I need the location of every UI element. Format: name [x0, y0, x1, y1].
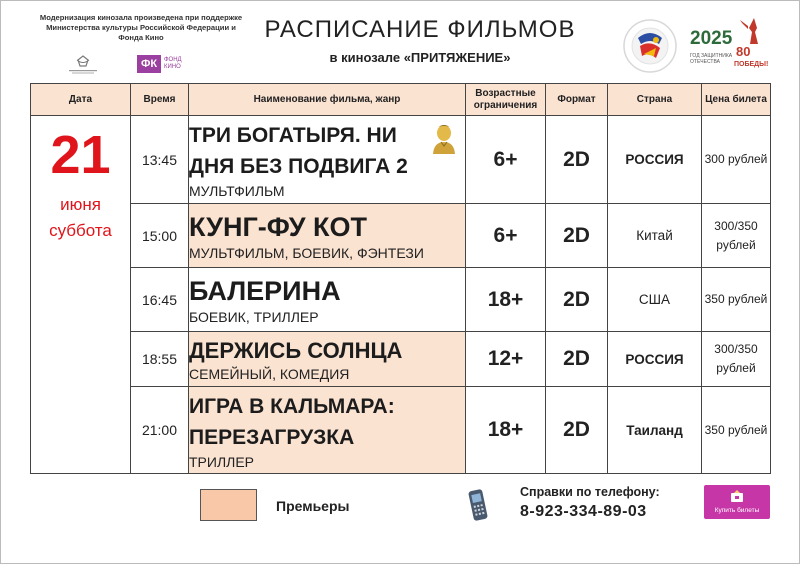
victory-80-number: 80 [736, 44, 751, 59]
premiere-legend-swatch [200, 489, 257, 521]
premiere-legend-label: Премьеры [276, 498, 350, 514]
film-genre: БОЕВИК, ТРИЛЛЕР [189, 309, 319, 325]
film-format: 2D [546, 332, 608, 387]
film-country: РОССИЯ [608, 332, 702, 387]
age-rating: 6+ [466, 116, 546, 204]
table-row [31, 387, 771, 474]
column-header-format: Формат [546, 84, 608, 116]
film-genre: МУЛЬТФИЛЬМ [189, 183, 285, 199]
page-subtitle: в кинозале «ПРИТЯЖЕНИЕ» [329, 50, 511, 65]
film-title: ТРИ БОГАТЫРЯ. НИ ДНЯ БЕЗ ПОДВИГА 2 [189, 124, 408, 178]
fond-kino-mark: ФК [137, 55, 161, 73]
film-cell [189, 387, 466, 474]
ticket-price: 300 рублей [702, 116, 771, 204]
column-header-country: Страна [608, 84, 702, 116]
ticket-price: 350 рублей [702, 268, 771, 332]
showtime: 18:55 [131, 332, 189, 387]
ministry-culture-logo [66, 54, 100, 76]
column-header-age: Возрастные ограничения [466, 84, 546, 116]
film-title: ИГРА В КАЛЬМАРА: ПЕРЕЗАГРУЗКА [189, 394, 395, 449]
phone-icon [465, 488, 491, 522]
film-country: США [608, 268, 702, 332]
buy-tickets-icon [729, 489, 745, 503]
ticket-price: 350 рублей [702, 387, 771, 474]
date-weekday: суббота [49, 221, 112, 240]
column-header-price: Цена билета [702, 84, 771, 116]
age-rating: 18+ [466, 268, 546, 332]
fond-kino-logo [137, 55, 183, 73]
victory-80-word: ПОБЕДЫ! [734, 61, 769, 68]
showtime: 16:45 [131, 268, 189, 332]
film-format: 2D [546, 387, 608, 474]
pushkin-card-icon [429, 122, 459, 154]
buy-tickets-label: Купить билеты [714, 507, 760, 514]
film-title: БАЛЕРИНА [189, 276, 341, 306]
film-cell [189, 204, 466, 268]
year-2025-logo [690, 16, 770, 74]
date-month: июня [60, 195, 101, 214]
cinema-emblem [622, 18, 678, 74]
film-country: РОССИЯ [608, 116, 702, 204]
film-genre: ТРИЛЛЕР [189, 453, 255, 470]
schedule-table [30, 83, 771, 474]
table-header-row [31, 84, 771, 116]
showtime: 21:00 [131, 387, 189, 474]
film-cell [189, 116, 466, 204]
age-rating: 12+ [466, 332, 546, 387]
film-country: Таиланд [608, 387, 702, 474]
column-header-date: Дата [31, 84, 131, 116]
film-cell [189, 332, 466, 387]
age-rating: 18+ [466, 387, 546, 474]
ticket-price: 300/350 рублей [702, 332, 771, 387]
film-title: КУНГ-ФУ КОТ [189, 212, 368, 242]
table-row [31, 204, 771, 268]
table-row [31, 332, 771, 387]
showtime: 15:00 [131, 204, 189, 268]
year-2025-caption: ГОД ЗАЩИТНИКА ОТЕЧЕСТВА [690, 53, 733, 65]
phone-label: Справки по телефону: [520, 485, 660, 499]
page-title: РАСПИСАНИЕ ФИЛЬМОВ [264, 16, 576, 43]
film-title: ДЕРЖИСЬ СОЛНЦА [189, 337, 403, 363]
column-header-film: Наименование фильма, жанр [189, 84, 466, 116]
table-row [31, 116, 771, 204]
date-day: 21 [50, 125, 111, 185]
column-header-time: Время [131, 84, 189, 116]
buy-tickets-button[interactable] [704, 485, 770, 519]
age-rating: 6+ [466, 204, 546, 268]
showtime: 13:45 [131, 116, 189, 204]
ticket-price: 300/350 рублей [702, 204, 771, 268]
film-genre: МУЛЬТФИЛЬМ, БОЕВИК, ФЭНТЕЗИ [189, 245, 424, 261]
film-cell [189, 268, 466, 332]
phone-number[interactable]: 8-923-334-89-03 [520, 503, 647, 520]
date-cell [31, 116, 131, 474]
support-note: Модернизация кинозала произведена при поддержке Министерства культуры Российской Федерации и Фонда Кино [39, 13, 243, 42]
film-format: 2D [546, 204, 608, 268]
film-format: 2D [546, 116, 608, 204]
year-2025-number: 2025 [690, 28, 733, 49]
table-row [31, 268, 771, 332]
film-genre: СЕМЕЙНЫЙ, КОМЕДИЯ [189, 365, 350, 382]
film-country: Китай [608, 204, 702, 268]
film-format: 2D [546, 268, 608, 332]
fond-kino-text: ФОНД КИНО [164, 57, 182, 70]
